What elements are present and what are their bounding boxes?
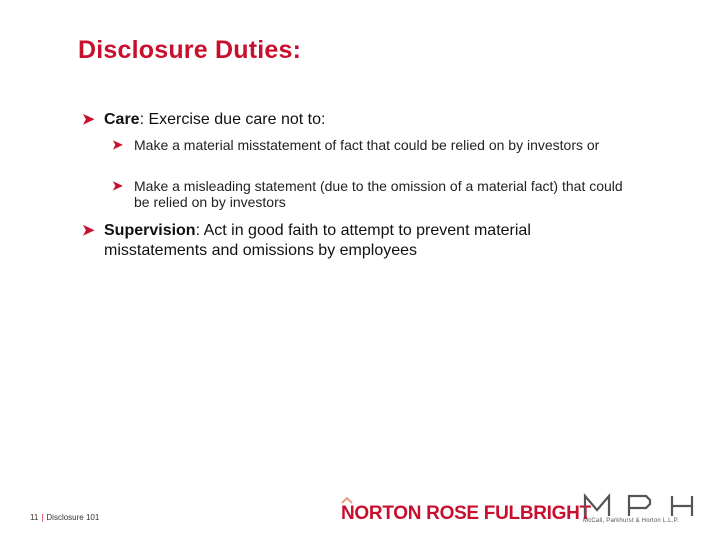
arrow-bullet-icon: ➤	[82, 111, 95, 128]
slide-title: Disclosure Duties:	[78, 36, 302, 64]
bullet-text: : Exercise due care not to:	[139, 111, 326, 128]
footer-section: Disclosure 101	[46, 513, 100, 522]
arrow-bullet-icon: ➤	[82, 222, 95, 239]
footer-separator: |	[41, 513, 44, 522]
sub-bullet-text: Make a material misstatement of fact that could be relied on by investors or	[134, 137, 600, 153]
bullet-term: Care	[104, 111, 140, 128]
page-number: 11	[30, 513, 39, 522]
arrow-bullet-icon: ➤	[112, 137, 123, 152]
bullet-term: Supervision	[104, 222, 196, 239]
arrow-bullet-icon: ➤	[112, 178, 123, 193]
bullet-text: : Act in good faith to attempt to prevent material misstatements and omissions by employees	[104, 222, 531, 259]
sub-bullet-text: Make a misleading statement (due to the omission of a material fact) that could be relied on by investors	[134, 178, 623, 210]
norton-rose-fulbright-logo: NORTON ROSE FULBRIGHT	[341, 503, 591, 524]
mph-logo-subtitle: McCall, Parkhurst & Horton L.L.P.	[583, 518, 679, 524]
slide-footer	[30, 513, 99, 522]
